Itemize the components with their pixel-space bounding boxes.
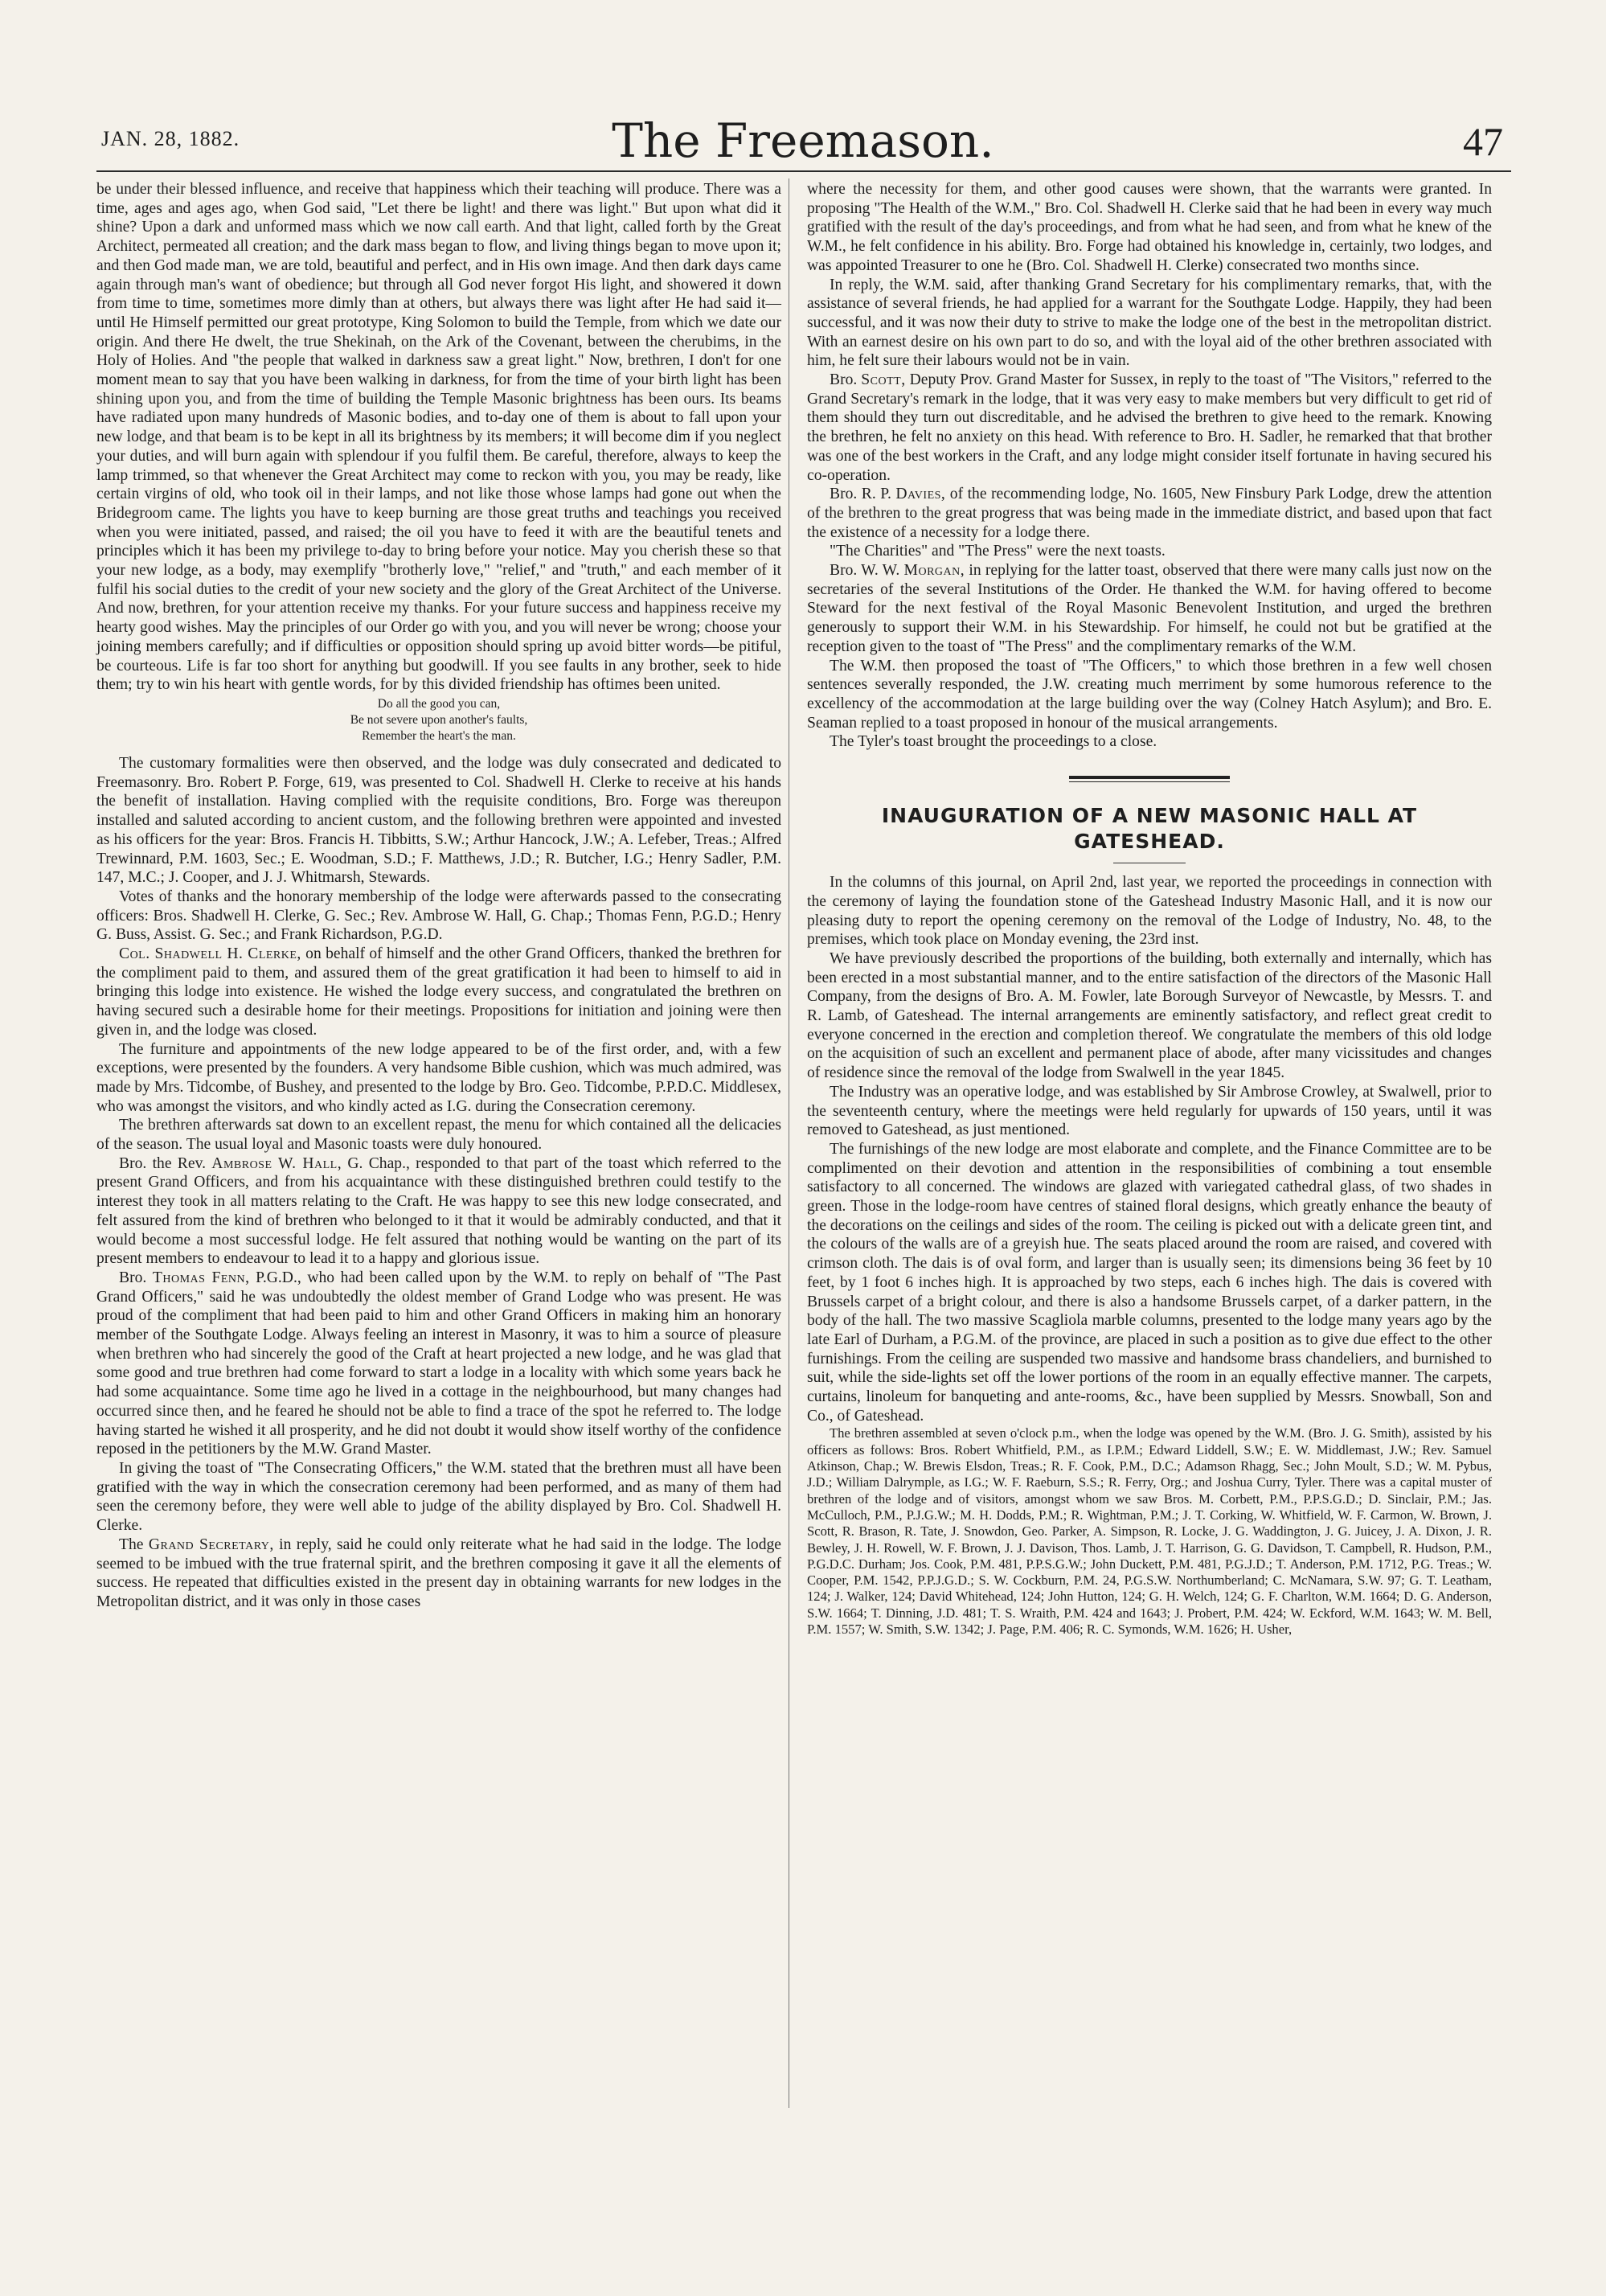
paragraph-text: The — [119, 1535, 149, 1553]
paragraph — [807, 371, 1492, 485]
paragraph — [807, 561, 1492, 657]
masthead-rule — [96, 170, 1511, 172]
paragraph-text: Bro. R. P. — [830, 486, 896, 503]
paragraph: "The Charities" and "The Press" were the next toasts. — [830, 543, 1166, 560]
paragraph — [96, 945, 781, 1040]
article-headline: INAUGURATION OF A NEW MASONIC HALL AT GATESHEAD. — [881, 804, 1418, 854]
paragraph: The Tyler's toast brought the proceedings to a close. — [830, 733, 1157, 751]
newspaper-title: The Freemason. — [612, 113, 994, 168]
issue-date: JAN. 28, 1882. — [101, 127, 240, 150]
paragraph: The brethren afterwards sat down to an excellent repast, the menu for which contained all the delicacies of the season. The usual loyal and Masonic toasts were duly honoured. — [96, 1117, 781, 1154]
paragraph — [96, 1269, 781, 1459]
paragraph: The furnishings of the new lodge are most elaborate and complete, and the Finance Committee are to be complimented on their devotion and attention in the responsibilities of combining a tout ensemble satisfactory to all concerned. The windows are glazed with variegated cathedral glass, of two shades in green. Those in the lodge-room have centres of stained floral designs, which greatly enhance the beauty of the decorations on the ceilings and sides of the room. The ceiling is picked out with a delicate green tint, and the colours of the walls are of a greyish hue. The seats placed around the room are raised, and covered with crimson cloth. The dais is of oval form, and larger than is usually seen; its dimensions being 36 feet by 10 feet, by 1 foot 6 inches high. It is approached by two steps, each 6 inches high. The dais is covered with Brussels carpet of a bright colour, and there is also a handsome Brussels carpet, of a darker pattern, in the body of the hall. The two massive Scagliola marble columns, presented to the lodge many years ago by the late Earl of Durham, a P.G.M. of the province, are placed in such a position as to give due effect to the other furnishings. From the ceiling are suspended two massive and handsome brass chandeliers, and burnished to suit, while the side-lights set off the lower portions of the room in an equally effective manner. The carpets, curtains, linoleum for banqueting and ante-rooms, &c., have been supplied by Messrs. Snowball, Son and Co., of Gateshead. — [807, 1140, 1492, 1425]
paragraph-text: Bro. — [119, 1269, 153, 1286]
paragraph: The customary formalities were then observed, and the lodge was duly consecrated and dedicated to Freemasonry. Bro. Robert P. Forge, 619, was presented to Col. Shadwell H. Clerke to receive at his hands the benefit of installation. Having complied with the requisite conditions, Bro. Forge was thereupon installed and saluted according to ancient custom, and the following brethren were appointed and invested as his officers for the year: Bros. Francis H. Tibbitts, S.W.; Arthur Hancock, J.W.; A. Lefeber, Treas.; Alfred Trewinnard, P.M. 1603, Sec.; E. Woodman, S.D.; F. Matthews, J.D.; R. Butcher, I.G.; Henry Sadler, P.M. 147, M.C.; J. Cooper, and J. J. Whitmarsh, Stewards. — [96, 754, 781, 887]
paragraph: We have previously described the proportions of the building, both externally and internally, which has been erected in a most substantial manner, and to the entire satisfaction of the directors of the Masonic Hall Company, from the designs of Bro. A. M. Fowler, late Borough Surveyor of Newcastle, by Messrs. T. and R. Lamb, of Gateshead. The internal arrangements are eminently satisfactory, and reflect great credit to everyone concerned in the erection and completion thereof. We congratulate the members of this old lodge on the acquisition of such an excellent and permanent place of abode, after many vicissitudes and changes of residence since the removal of the lodge from Swalwell in the year 1845. — [807, 949, 1492, 1082]
speaker-name: Col. Shadwell H. Clerke, — [119, 945, 301, 963]
paragraph-text: of the recommending lodge, No. 1605, New Finsbury Park Lodge, drew the attention of the brethren to the great progress that was being made in the immediate district, and based upon that fact the existence of a necessity for a lodge there. — [807, 486, 1492, 541]
paragraph: The brethren assembled at seven o'clock p.m., when the lodge was opened by the W.M. (Bro. J. G. Smith), assisted by his officers as follows: Bros. Robert Whitfield, P.M., as I.P.M.; Edward Liddell, S.W.; E. W. Middlemast, J.W.; Rev. Samuel Atkinson, Chap.; W. Brewis Elsdon, Treas.; R. F. Cook, P.M., D.C.; Adamson Rhagg, Sec.; John Moult, S.D.; W. M. Pybus, J.D.; William Dalrymple, as I.G.; W. F. Raeburn, S.S.; R. Ferry, Org.; and Joshua Curry, Tyler. There was a capital muster of brethren of the lodge and of visitors, amongst whom we saw Bros. M. Corbett, P.M., P.P.S.G.D.; D. Sinclair, P.M.; Jas. McCulloch, P.M., P.J.G.W.; M. H. Dodds, P.M.; R. Wightman, P.M.; J. T. Corking, W. Whitfield, W. F. Carmon, W. Brown, J. Scott, R. Brason, R. Tate, J. Snowdon, Geo. Parker, A. Simpson, R. Locke, J. G. Waddington, J. G. Juicey, J. A. Dixon, J. R. Bewley, J. H. Rowell, W. F. Brown, J. J. Davison, Thos. Lamb, J. T. Harrison, G. G. Davidson, T. Campbell, R. Hudson, P.M., P.G.D.C. Durham; Jos. Cook, P.M. 481, P.P.S.G.W.; John Duckett, P.M. 481, P.G.J.D.; T. Anderson, P.M. 1712, P.G. Treas.; W. Cooper, P.M. 1542, P.P.J.G.D.; S. W. Cockburn, P.M. 24, P.G.S.W. Northumberland; C. McNamara, S.W. 97; G. T. Leatham, 124; J. Walker, 124; David Whitehead, 124; John Hutton, 124; G. H. Welch, 124; G. F. Charlton, W.M. 1664; D. G. Anderson, S.W. 1664; T. Dinning, J.D. 481; T. S. Wraith, P.M. 424 and 1643; J. Probert, P.M. 424; W. Eckford, W.M. 1643; W. M. Bell, P.M. 1557; W. Smith, S.W. 1342; J. Page, P.M. 406; R. C. Symonds, W.M. 1626; H. Usher, — [807, 1425, 1492, 1638]
paragraph: In the columns of this journal, on April 2nd, last year, we reported the proceedings in connection with the ceremony of laying the foundation stone of the Gateshead Industry Masonic Hall, and it is now our pleasing duty to report the opening ceremony on the removal of the Lodge of Industry, No. 48, to the premises, which took place on Monday evening, the 23rd inst. — [807, 874, 1492, 949]
masthead — [0, 113, 1606, 169]
paragraph-text: Bro. — [830, 371, 862, 389]
speaker-name: Ambrose W. Hall, — [211, 1154, 342, 1172]
paragraph-text: Bro. W. W. — [830, 562, 904, 580]
paragraph — [807, 485, 1492, 542]
verse-line: Be not severe upon another's faults, — [350, 712, 528, 727]
paragraph-text: P.G.D., who had been called upon by the W.M. to reply on behalf of "The Past Grand Officers," said he was undoubtedly the oldest member of Grand Lodge who was present. He was proud of the compliment that had been paid to him and other Grand Officers in making him an honorary member of the Southgate Lodge. Always feeling an interest in Masonry, it was to him a source of pleasure when brethren who had sincerely the good of the Craft at heart projected a new lodge, and he was glad that some good and true brethren had come forward to start a lodge in a locality with which some years back he had some acquaintance. Some time ago he lived in a cottage in the neighbourhood, but many changes had occurred since then, and he feared he should not be able to find a trace of the spot he referred to. The lodge having started he wished it all prosperity, and he did not doubt it would show itself worthy of the confidence reposed in the petitioners by the M.W. Grand Master. — [96, 1269, 781, 1458]
paragraph: be under their blessed influence, and receive that happiness which their teaching will produce. There was a time, ages and ages ago, when God said, "Let there be light! and there was light." But upon what did it shine? Upon a dark and unformed mass which we now call earth. And that light, called forth by the Great Architect, permeated all creation; and the dark mass began to flow, and living things began to move upon it; and then God made man, we are told, beautiful and perfect, and in His own image. And then dark days came again through man's want of obedience; but through all God never forgot His light, and showered it down from time to time, sometimes more dimly than at others, but always there was light after He had said it—until He Himself permitted our great prototype, King Solomon to build the Temple, from which we date our origin. And there He dwelt, the true Shekinah, on the Ark of the Covenant, between the cherubims, in the Holy of Holies. And "the people that walked in darkness saw a great light." Now, brethren, I don't for one moment mean to say that you have been walking in darkness, for from the time of your birth light has been shining upon you, and from the time of building the Temple Masonic brightness has been ours. Its beams have radiated upon many hundreds of Masonic bodies, and to-day one of them is about to fall upon your new lodge, and that beam is to be kept in all its brightness by its members; it will become dim if you neglect your duties, and will burn again with splendour if you fulfil them. Be careful, therefore, always to keep the lamp trimmed, so that whenever the Great Architect may come to reckon with you, you may be ready, like certain virgins of old, who took oil in their lamps, and not like those whose lamps had gone out when the Bridegroom came. The lights you have to keep burning are those great truths and teachings you received when you were initiated, passed, and raised; the oil you have to feed it with are the beautiful tenets and principles which it has been my privilege to-day to bring before your notice. May you cherish these so that your new lodge, as a body, may exemplify "brotherly love," "relief," and "truth," and each member of it fulfil his social duties to the credit of your new society and the glory of the Great Architect of the Universe. And now, brethren, for your attention receive my thanks. For your future success and happiness receive my hearty good wishes. May the principles of our Order go with you, and you will never be wrong; choose your joining members carefully; and if difficulties or opposition should spring up avoid bitter words—be pitiful, be courteous. Life is far too short for anything but goodwill. If you see faults in any brother, seek to hide them; try to win his heart with gentle words, for by this divided friendship has oftimes been united. — [96, 181, 781, 694]
paragraph: where the necessity for them, and other good causes were shown, that the warrants were granted. In proposing "The Health of the W.M.," Bro. Col. Shadwell H. Clerke said that he had been in every way much gratified with the result of the day's proceedings, and from what he had seen, and from what he knew of the W.M., he felt confidence in his ability. Bro. Forge had obtained his knowledge in, certainly, two lodges, and was appointed Treasurer to one he (Bro. Col. Shadwell H. Clerke) consecrated two months since. — [807, 181, 1492, 274]
speaker-name: Scott, — [861, 371, 906, 389]
paragraph-text: in replying for the latter toast, observed that there were many calls just now on the secretaries of the several Institutions of the Order. He thanked the W.M. for having offered to become Steward for the next festival of the Royal Masonic Benevolent Institution, and urged the brethren generously to support their W.M. in his Stewardship. For himself, he could not but be gratified at the reception given to the toast of "The Press" and the complimentary remarks of the W.M. — [807, 562, 1492, 655]
paragraph-text: in reply, said he could only reiterate what he had said in the lodge. The lodge seemed to be imbued with the true fraternal spirit, and the brethren composing it gave it all the elements of success. He repeated that difficulties existed in the present day in obtaining warrants for new lodges in the Metropolitan district, and it was only in those cases — [96, 1535, 781, 1610]
paragraph: In giving the toast of "The Consecrating Officers," the W.M. stated that the brethren must all have been gratified with the way in which the consecration ceremony had been performed, and as many of them had seen the ceremony before, they were well able to judge of the ability displayed by Bro. Col. Shadwell H. Clerke. — [96, 1460, 781, 1535]
paragraph-text: G. Chap., responded to that part of the toast which referred to the present Grand Officers, and from his acquaintance with these distinguished brethren could testify to the interest they took in all matters relating to the Craft. He was happy to see this new lodge consecrated, and felt assured from the kind of brethren who belonged to it that it would be admirably conducted, and that it would become a most successful lodge. He felt assured that nothing would be wanting on the part of its present members to endeavour to lead it to a happy and glorious issue. — [96, 1154, 781, 1268]
page-number: 47 — [1463, 119, 1503, 164]
verse-line: Do all the good you can, — [377, 696, 501, 711]
speaker-name: Morgan, — [903, 562, 965, 580]
section-double-rule — [1069, 776, 1230, 782]
left-column — [96, 180, 781, 1612]
paragraph-text: Deputy Prov. Grand Master for Sussex, in reply to the toast of "The Visitors," referred to the Grand Secretary's remark in the lodge, that it was very easy to make members but very difficult to get rid of them should they turn out discreditable, and he advised the brethren to give heed to the remark. Knowing the brethren, he felt no anxiety on this head. With reference to Bro. H. Sadler, he remarked that that brother was one of the best workers in the Craft, and any lodge might consider itself fortunate in having secured his co-operation. — [807, 371, 1493, 484]
speaker-name: Thomas Fenn, — [152, 1269, 250, 1286]
paragraph-text: Bro. the Rev. — [119, 1154, 212, 1172]
verse-line: Remember the heart's the man. — [362, 728, 516, 743]
paragraph: In reply, the W.M. said, after thanking Grand Secretary for his complimentary remarks, that, with the assistance of several friends, he had applied for a warrant for the Southgate Lodge. Happily, they had been successful, and it was now their duty to strive to make the lodge one of the best in the metropolitan district. With an earnest desire on his own part to do so, and with the loyal aid of the other brethren associated with him, he felt sure their labours would not be in vain. — [807, 276, 1492, 370]
paragraph — [96, 1154, 781, 1269]
paragraph-text: on behalf of himself and the other Grand Officers, thanked the brethren for the compliment paid to them, and assured them of the great gratification it had been to himself to aid in bringing this lodge into existence. He wished the lodge every success, and congratulated the brethren on having secured such a desirable home for their meetings. Propositions for initiation and joining were then given in, and the lodge was closed. — [96, 945, 781, 1039]
paragraph — [96, 1535, 781, 1612]
speaker-name: Davies, — [895, 486, 946, 503]
paragraph: The Industry was an operative lodge, and was established by Sir Ambrose Crowley, at Swalwell, prior to the seventeenth century, where the meetings were held regularly for upwards of 150 years, until it was removed to Gateshead, as just mentioned. — [807, 1083, 1492, 1139]
paragraph: Votes of thanks and the honorary membership of the lodge were afterwards passed to the consecrating officers: Bros. Shadwell H. Clerke, G. Sec.; Rev. Ambrose W. Hall, G. Chap.; Thomas Fenn, P.G.D.; Henry G. Buss, Assist. G. Sec.; and Frank Richardson, P.G.D. — [96, 888, 781, 944]
right-column — [807, 180, 1492, 1638]
paragraph: The furniture and appointments of the new lodge appeared to be of the first order, and, with a few exceptions, were presented by the founders. A very handsome Bible cushion, which was much admired, was made by Mrs. Tidcombe, of Bushey, and presented to the lodge by Bro. Geo. Tidcombe, P.P.D.C. Middlesex, who was amongst the visitors, and who kindly acted as I.G. during the Consecration ceremony. — [96, 1040, 781, 1115]
verse — [96, 696, 781, 744]
speaker-name: Grand Secretary, — [148, 1535, 274, 1553]
paragraph: The W.M. then proposed the toast of "The Officers," to which those brethren in a few well chosen sentences severally responded, the J.W. creating much merriment by some humorous reference to the excellency of the accommodation at the large building over the way (Colney Hatch Asylum); and Bro. E. Seaman replied to a toast proposed in honour of the musical arrangements. — [807, 657, 1492, 732]
